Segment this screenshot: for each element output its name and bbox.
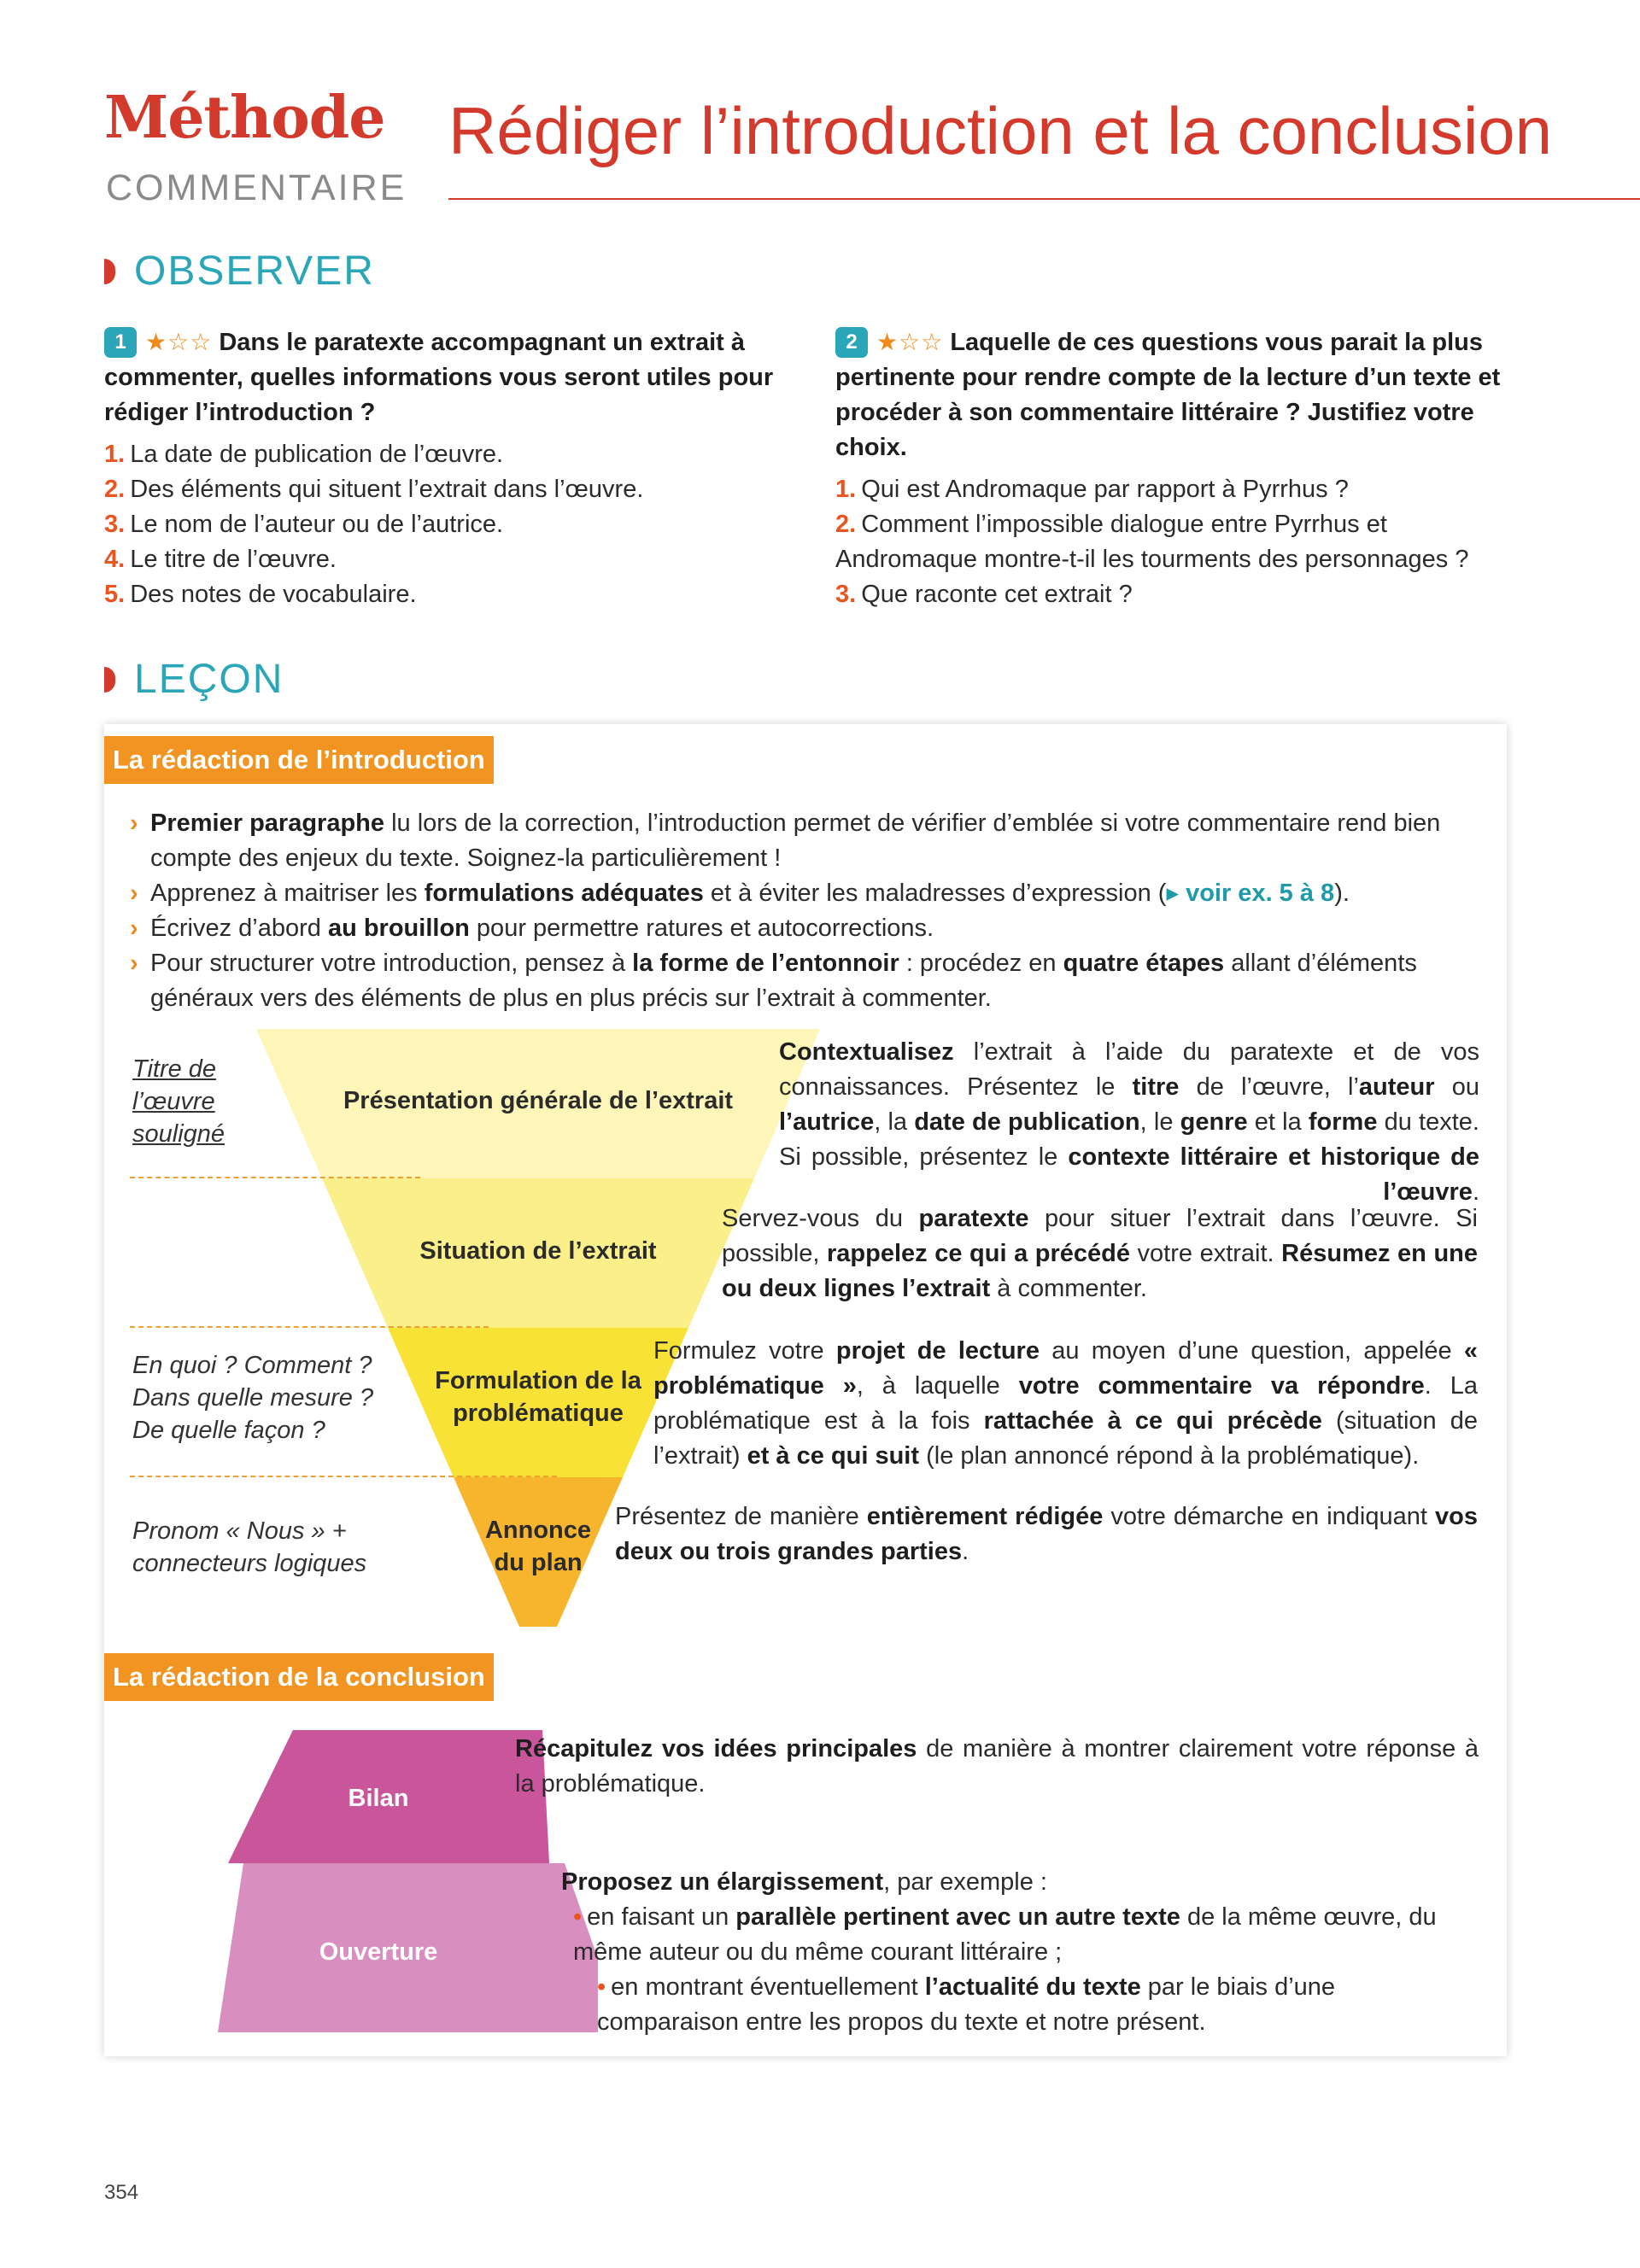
funnel-label-3: Formulation de la problématique [435,1367,641,1427]
intro-bullets [130,806,1479,1016]
question-2 [835,324,1510,612]
section-lecon-title: LEÇON [134,657,284,702]
list-item: 4. Le titre de l’œuvre. [104,546,337,573]
chevron-right-icon: › [130,915,138,942]
list-item: › Pour structurer votre introduction, pensez à la forme de l’entonnoir : procédez en quatre étapes allant d’éléments généraux vers des éléments de plus en plus précis sur l’extrait à commenter. [130,946,1479,1016]
funnel-label-4: Annonce du plan [484,1517,592,1576]
bullet-icon: • [573,1903,583,1931]
list-item: 5. Des notes de vocabulaire. [104,581,417,608]
note-title-souligne: Titre de l’œuvre souligné [132,1055,226,1148]
page-number: 354 [104,2181,139,2204]
list-item: › Premier paragraphe lu lors de la correction, l’introduction permet de vérifier d’emblée si votre commentaire rend bien compte des enjeux du texte. Soignez-la particulièrement ! [130,806,1479,876]
list-item: 3. Le nom de l’auteur ou de l’autrice. [104,511,504,538]
bullet-icon: • [597,1973,606,2001]
chevron-right-icon: › [130,810,138,837]
title-divider [448,198,1640,200]
question-number-badge: 2 [835,327,868,358]
question-text: Laquelle de ces questions vous parait la plus pertinente pour rendre compte de la lecture d’un texte et procéder à son commentaire littéraire ? Justifiez votre choix. [835,329,1501,461]
funnel-desc-1: Contextualisez l’extrait à l’aide du paratexte et de vos connaissances. Présentez le titre de l’œuvre, l’auteur ou l’autrice, la date de publication, le genre et la forme du texte. Si possible, présentez le contexte littéraire et historique de l’œuvre. [779,1038,1479,1206]
section-marker-icon [104,667,115,693]
note-connecteurs: Pronom « Nous » + connecteurs logiques [132,1517,367,1577]
section-observer [104,248,375,295]
conclusion-tag: La rédaction de la conclusion [104,1653,494,1701]
pyramid-label-bilan: Bilan [348,1785,409,1812]
list-item: › Écrivez d’abord au brouillon pour permettre ratures et autocorrections. [130,911,1479,946]
difficulty-stars-icon: ★☆☆ [876,329,944,355]
intro-tag: La rédaction de l’introduction [104,736,494,784]
divider [130,1476,557,1477]
list-item: • en montrant éventuellement l’actualité du texte par le biais d’une comparaison entre les propos du texte et notre présent. [597,1973,1336,2036]
funnel-desc-3: Formulez votre projet de lecture au moyen d’une question, appelée « problématique », à laquelle votre commentaire va répondre. La problématique est à la fois rattachée à ce qui précède (situation de l’extrait) et à ce qui suit (le plan annoncé répond à la problématique). [653,1337,1478,1470]
question-text: Dans le paratexte accompagnant un extrait à commenter, quelles informations vous seront utiles pour rédiger l’introduction ? [104,329,774,426]
section-observer-title: OBSERVER [134,248,375,294]
methode-label: Méthode [104,84,385,152]
conclusion-ouverture-desc: Proposez un élargissement, par exemple : • en faisant un parallèle pertinent avec un autre texte de la même œuvre, du même auteur ou du même courant littéraire ; • en montrant éventuellement l’actualité du texte par le biais d’une comparaison entre les propos du texte et notre présent. [561,1865,1479,2040]
question-1 [104,324,779,612]
category-label: COMMENTAIRE [106,167,407,208]
chevron-right-icon: › [130,880,138,907]
chevron-right-icon: › [130,950,138,977]
list-item: 1. Qui est Andromaque par rapport à Pyrrhus ? [835,476,1349,503]
pyramid-label-ouverture: Ouverture [319,1938,438,1966]
list-item: › Apprenez à maitriser les formulations adéquates et à éviter les maladresses d’expression (▸ voir ex. 5 à 8). [130,876,1479,911]
conclusion-bilan-desc: Récapitulez vos idées principales de manière à montrer clairement votre réponse à la problématique. [515,1735,1479,1797]
list-item: 3. Que raconte cet extrait ? [835,581,1133,608]
divider [130,1326,489,1328]
list-item: • en faisant un parallèle pertinent avec un autre texte de la même œuvre, du même auteur ou du même courant littéraire ; [573,1903,1437,1966]
list-item: 1. La date de publication de l’œuvre. [104,441,504,468]
list-item: 2. Des éléments qui situent l’extrait dans l’œuvre. [104,476,644,503]
section-lecon [104,656,284,703]
page-title: Rédiger l’introduction et la conclusion [448,93,1553,168]
difficulty-stars-icon: ★☆☆ [145,329,213,355]
section-marker-icon [104,259,115,284]
question-number-badge: 1 [104,327,137,358]
note-question-words: En quoi ? Comment ? Dans quelle mesure ? De quelle façon ? [132,1352,374,1444]
funnel-label-1: Présentation générale de l’extrait [343,1087,734,1114]
exercise-link[interactable]: ▸ voir ex. 5 à 8 [1166,880,1335,907]
funnel-desc-2: Servez-vous du paratexte pour situer l’extrait dans l’œuvre. Si possible, rappelez ce qui a précédé votre extrait. Résumez en une ou deux lignes l’extrait à commenter. [722,1205,1479,1302]
divider [130,1177,420,1178]
funnel-label-2: Situation de l’extrait [419,1237,657,1265]
list-item: 2. Comment l’impossible dialogue entre Pyrrhus et Andromaque montre-t-il les tourments des personnages ? [835,511,1469,573]
funnel-desc-4: Présentez de manière entièrement rédigée votre démarche en indiquant vos deux ou trois grandes parties. [615,1503,1478,1565]
